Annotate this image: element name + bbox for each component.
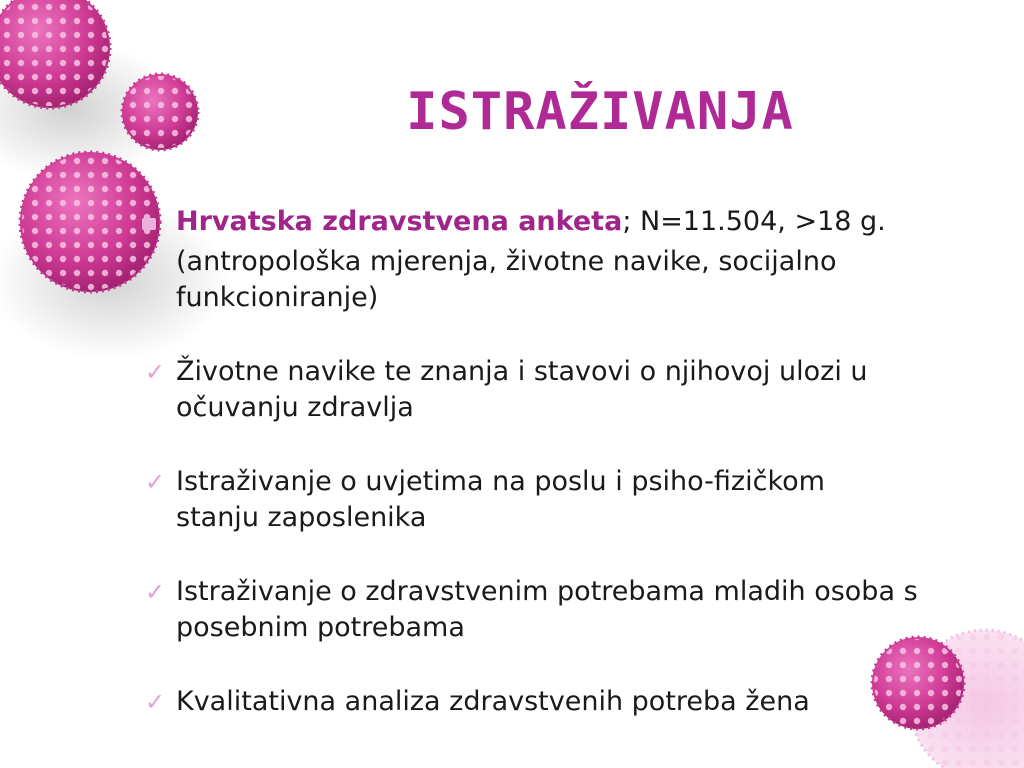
check-icon: ✓ [144, 358, 166, 386]
virus-ball-icon [20, 152, 160, 292]
bullet-line: posebnim potrebama [176, 612, 465, 643]
check-icon: ✓ [144, 688, 166, 716]
bullet-list [140, 204, 1020, 720]
bullet-line: Kvalitativna analiza zdravstvenih potreba žena [176, 686, 810, 717]
virus-ball-icon [122, 74, 198, 150]
bullet-line [176, 206, 886, 237]
bullet-item [140, 204, 1020, 316]
bullet-line: stanju zaposlenika [176, 502, 427, 533]
check-icon: ✓ [144, 578, 166, 606]
check-icon: ✓ [144, 468, 166, 496]
bullet-item [140, 464, 1020, 536]
slide-title: ISTRAŽIVANJA [406, 82, 794, 142]
bullet-line: Istraživanje o zdravstvenim potrebama mladih osoba s [176, 576, 918, 607]
survey-name: Hrvatska zdravstvena anketa [176, 206, 623, 237]
bullet-item [140, 684, 1020, 720]
bullet-item [140, 354, 1020, 426]
bullet-line: očuvanju zdravlja [176, 392, 414, 423]
survey-details: ; N=11.504, >18 g. [622, 206, 886, 237]
bullet-line: Životne navike te znanja i stavovi o njihovoj ulozi u [176, 356, 868, 387]
bullet-line: (antropološka mjerenja, životne navike, socijalno [176, 246, 837, 277]
bullet-item [140, 574, 1020, 646]
bullet-line: funkcioniranje) [176, 282, 379, 313]
bullet-line: Istraživanje o uvjetima na poslu i psiho-fizičkom [176, 466, 825, 497]
square-bullet-icon [142, 218, 156, 230]
